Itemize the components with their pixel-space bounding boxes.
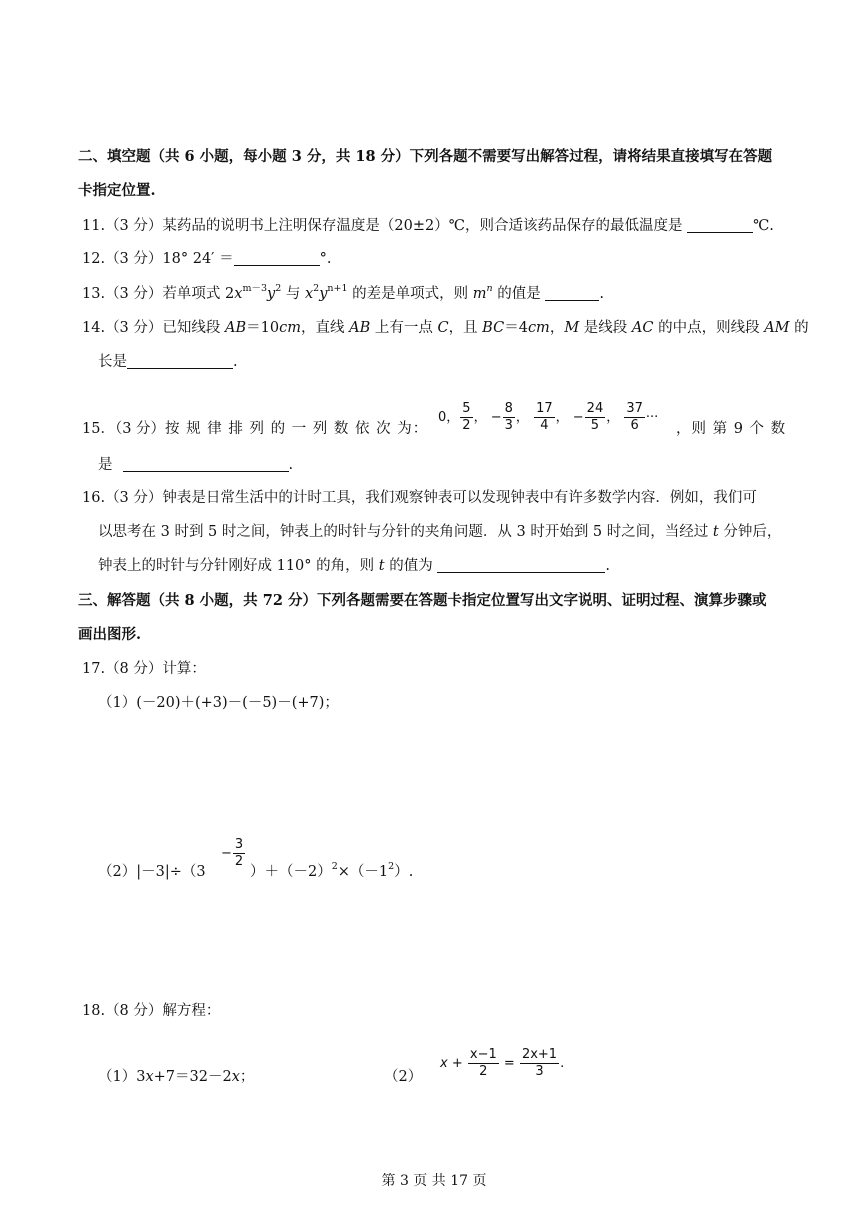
- question-text: 某药品的说明书上注明保存温度是（20±2）℃，则合适该药品保存的最低温度是: [162, 218, 683, 234]
- text: ＝10: [246, 320, 280, 336]
- numerator: 17: [536, 401, 553, 416]
- question-number: 14.: [82, 320, 106, 336]
- text: 是: [98, 457, 113, 473]
- text: 与: [281, 286, 305, 302]
- equals-sign: =: [503, 1056, 515, 1071]
- fraction-24-5: [585, 401, 606, 434]
- text: 的差是单项式，则: [347, 286, 473, 302]
- numerator: 5: [462, 401, 471, 416]
- text: 以思考在 3 时到 5 时之间，钟表上的时针与分针的夹角问题．从 3 时开始到 5 时之间，当经过: [98, 524, 713, 540]
- unit-cm: cm: [527, 320, 550, 336]
- question-16-line3: [98, 556, 610, 576]
- question-number: 18.: [82, 1003, 106, 1019]
- denominator: 2: [462, 418, 471, 433]
- question-score: （8 分）: [105, 661, 163, 677]
- numerator: 37: [626, 401, 643, 416]
- var-x: x: [304, 286, 314, 302]
- exponent: n+1: [327, 283, 348, 294]
- answer-blank[interactable]: [123, 457, 289, 472]
- var-x: x: [440, 1056, 448, 1071]
- denominator: 4: [540, 418, 549, 433]
- fraction-x-minus-1-over-2: [468, 1047, 499, 1080]
- question-14-line1: [82, 318, 809, 338]
- period: .: [560, 1056, 565, 1071]
- unit: ℃.: [753, 218, 774, 234]
- fraction-17-4: [534, 401, 555, 434]
- var-ab: AB: [225, 320, 247, 336]
- question-18-part2-label: （2）: [384, 1069, 423, 1085]
- question-score: （8 分）: [105, 1003, 163, 1019]
- unit-cm: cm: [279, 320, 301, 336]
- exponent: 2: [388, 861, 395, 872]
- var-m: m: [472, 286, 487, 302]
- question-number: 12.: [82, 251, 106, 267]
- numerator: 2x+1: [521, 1047, 558, 1062]
- var-bc: BC: [482, 320, 505, 336]
- var-x: x: [234, 286, 243, 302]
- question-number: 13.: [82, 286, 106, 302]
- question-14-line2: [98, 352, 238, 372]
- var-x: x: [145, 1069, 154, 1085]
- fraction-8-3: [503, 401, 515, 434]
- fraction-2x-plus-1-over-3: [520, 1047, 559, 1080]
- answer-blank[interactable]: [687, 218, 753, 233]
- minus-sign: −: [221, 846, 232, 861]
- text: ）.: [394, 864, 414, 880]
- text: ＝4: [504, 320, 528, 336]
- var-y: y: [267, 286, 276, 302]
- text: （1）3: [98, 1069, 146, 1085]
- question-17-part2: [98, 862, 206, 882]
- text: （2）|－3|÷（3: [98, 864, 206, 880]
- var-t: t: [712, 524, 719, 540]
- text: 上有一点: [370, 320, 438, 336]
- plus-sign: +: [451, 1056, 463, 1071]
- answer-blank[interactable]: [545, 286, 599, 301]
- var-am: AM: [764, 320, 790, 336]
- question-18: [82, 1001, 220, 1021]
- ellipsis: ···: [645, 410, 659, 425]
- var-y: y: [319, 286, 328, 302]
- text: 钟表上的时针与分针刚好成 110° 的角，则: [98, 558, 379, 574]
- comma: ，: [606, 410, 620, 425]
- text: 的: [789, 320, 809, 336]
- question-18-part1: [98, 1067, 254, 1087]
- question-score: （3 分）: [105, 286, 163, 302]
- question-score: （3 分）: [105, 490, 163, 506]
- denominator: 2: [234, 854, 244, 869]
- question-score: （3 分）: [105, 320, 163, 336]
- question-number: 16.: [82, 490, 106, 506]
- minus-sign: −: [572, 410, 584, 425]
- var-ab: AB: [349, 320, 371, 336]
- seq-zero: 0，: [438, 410, 460, 425]
- text: ，: [549, 320, 565, 336]
- text: ）＋（－2）: [250, 864, 332, 880]
- question-16-line1: [82, 488, 757, 508]
- comma: ，: [473, 410, 487, 425]
- numerator: 8: [504, 401, 513, 416]
- comma: ，: [555, 410, 569, 425]
- question-score: （3 分）: [105, 218, 163, 234]
- denominator: 5: [590, 418, 600, 433]
- var-c: C: [437, 320, 449, 336]
- question-number: 17.: [82, 661, 106, 677]
- question-15-line2: [98, 455, 293, 475]
- fraction-3-2: [233, 837, 245, 870]
- question-15-prefix: [82, 419, 428, 439]
- text: ，且: [448, 320, 483, 336]
- unit: °.: [319, 251, 332, 267]
- question-16-line2: [98, 522, 781, 542]
- numerator: x−1: [469, 1047, 497, 1062]
- numerator: 3: [234, 837, 244, 852]
- question-13: [82, 284, 604, 304]
- question-score: （3 分）: [114, 421, 166, 437]
- answer-blank[interactable]: [127, 354, 233, 369]
- period: .: [288, 457, 294, 473]
- text: 的值是: [492, 286, 541, 302]
- section2-header-line1: 二、填空题（共 6 小题，每小题 3 分，共 18 分）下列各题不需要写出解答过程，请将结果直接填写在答题: [78, 148, 773, 165]
- text: 的值为: [384, 558, 433, 574]
- text: 已知线段: [162, 320, 226, 336]
- exponent-neg-three-halves: [221, 836, 246, 872]
- question-score: （3 分）: [105, 251, 163, 267]
- var-t: t: [378, 558, 385, 574]
- question-number: 15．: [82, 421, 115, 437]
- text: 若单项式 2: [162, 286, 235, 302]
- question-text: 按 规 律 排 列 的 一 列 数 依 次 为：: [165, 421, 429, 437]
- text: 长是: [98, 354, 127, 370]
- question-12: [82, 249, 331, 269]
- var-ac: AC: [631, 320, 654, 336]
- comma: ，: [515, 410, 529, 425]
- denominator: 3: [535, 1064, 544, 1079]
- numerator: 24: [586, 401, 604, 416]
- text: 解方程：: [162, 1003, 221, 1019]
- text: 钟表是日常生活中的计时工具，我们观察钟表可以发现钟表中有许多数学内容．例如，我们可: [162, 490, 757, 506]
- question-17-part2-rest: [250, 862, 413, 882]
- period: .: [599, 286, 604, 302]
- equation-18-2: [440, 1042, 564, 1086]
- period: .: [233, 354, 238, 370]
- text: +7＝32－2: [153, 1069, 232, 1085]
- section2-header-line2: 卡指定位置.: [78, 182, 156, 199]
- text: ，直线: [300, 320, 350, 336]
- denominator: 3: [504, 418, 513, 433]
- minus-sign: −: [490, 410, 502, 425]
- text: ；: [239, 1069, 255, 1085]
- denominator: 2: [479, 1064, 488, 1079]
- exponent: m－3: [242, 283, 267, 294]
- question-15-tail: ，则 第 9 个 数: [676, 421, 787, 437]
- section3-header-line2: 画出图形.: [78, 626, 142, 643]
- page-footer: 第 3 页 共 17 页: [381, 1173, 487, 1189]
- var-m: M: [564, 320, 580, 336]
- period: .: [605, 558, 610, 574]
- question-17-part1: （1）(－20)＋(+3)－(－5)－(+7)；: [98, 695, 339, 711]
- question-11: [82, 216, 774, 236]
- exponent: 2: [313, 283, 320, 294]
- exponent: 2: [331, 861, 338, 872]
- fraction-5-2: [460, 401, 472, 434]
- denominator: 6: [630, 418, 639, 433]
- section3-header-line1: 三、解答题（共 8 小题，共 72 分）下列各题需要在答题卡指定位置写出文字说明、证明过程、演算步骤或: [78, 592, 767, 609]
- text: ×（－1: [337, 864, 389, 880]
- text: 分钟后，: [718, 524, 782, 540]
- text: 的中点，则线段: [653, 320, 765, 336]
- answer-blank[interactable]: [437, 558, 605, 573]
- question-text: 18° 24′ ＝: [162, 251, 234, 267]
- var-n: n: [486, 283, 493, 294]
- var-x: x: [231, 1069, 240, 1085]
- question-number: 11.: [82, 218, 106, 234]
- number-sequence: [438, 394, 658, 442]
- text: 是线段: [579, 320, 632, 336]
- question-17: [82, 659, 206, 679]
- exponent: 2: [275, 283, 282, 294]
- answer-blank[interactable]: [234, 251, 320, 266]
- text: 计算：: [162, 661, 206, 677]
- fraction-37-6: [624, 401, 645, 434]
